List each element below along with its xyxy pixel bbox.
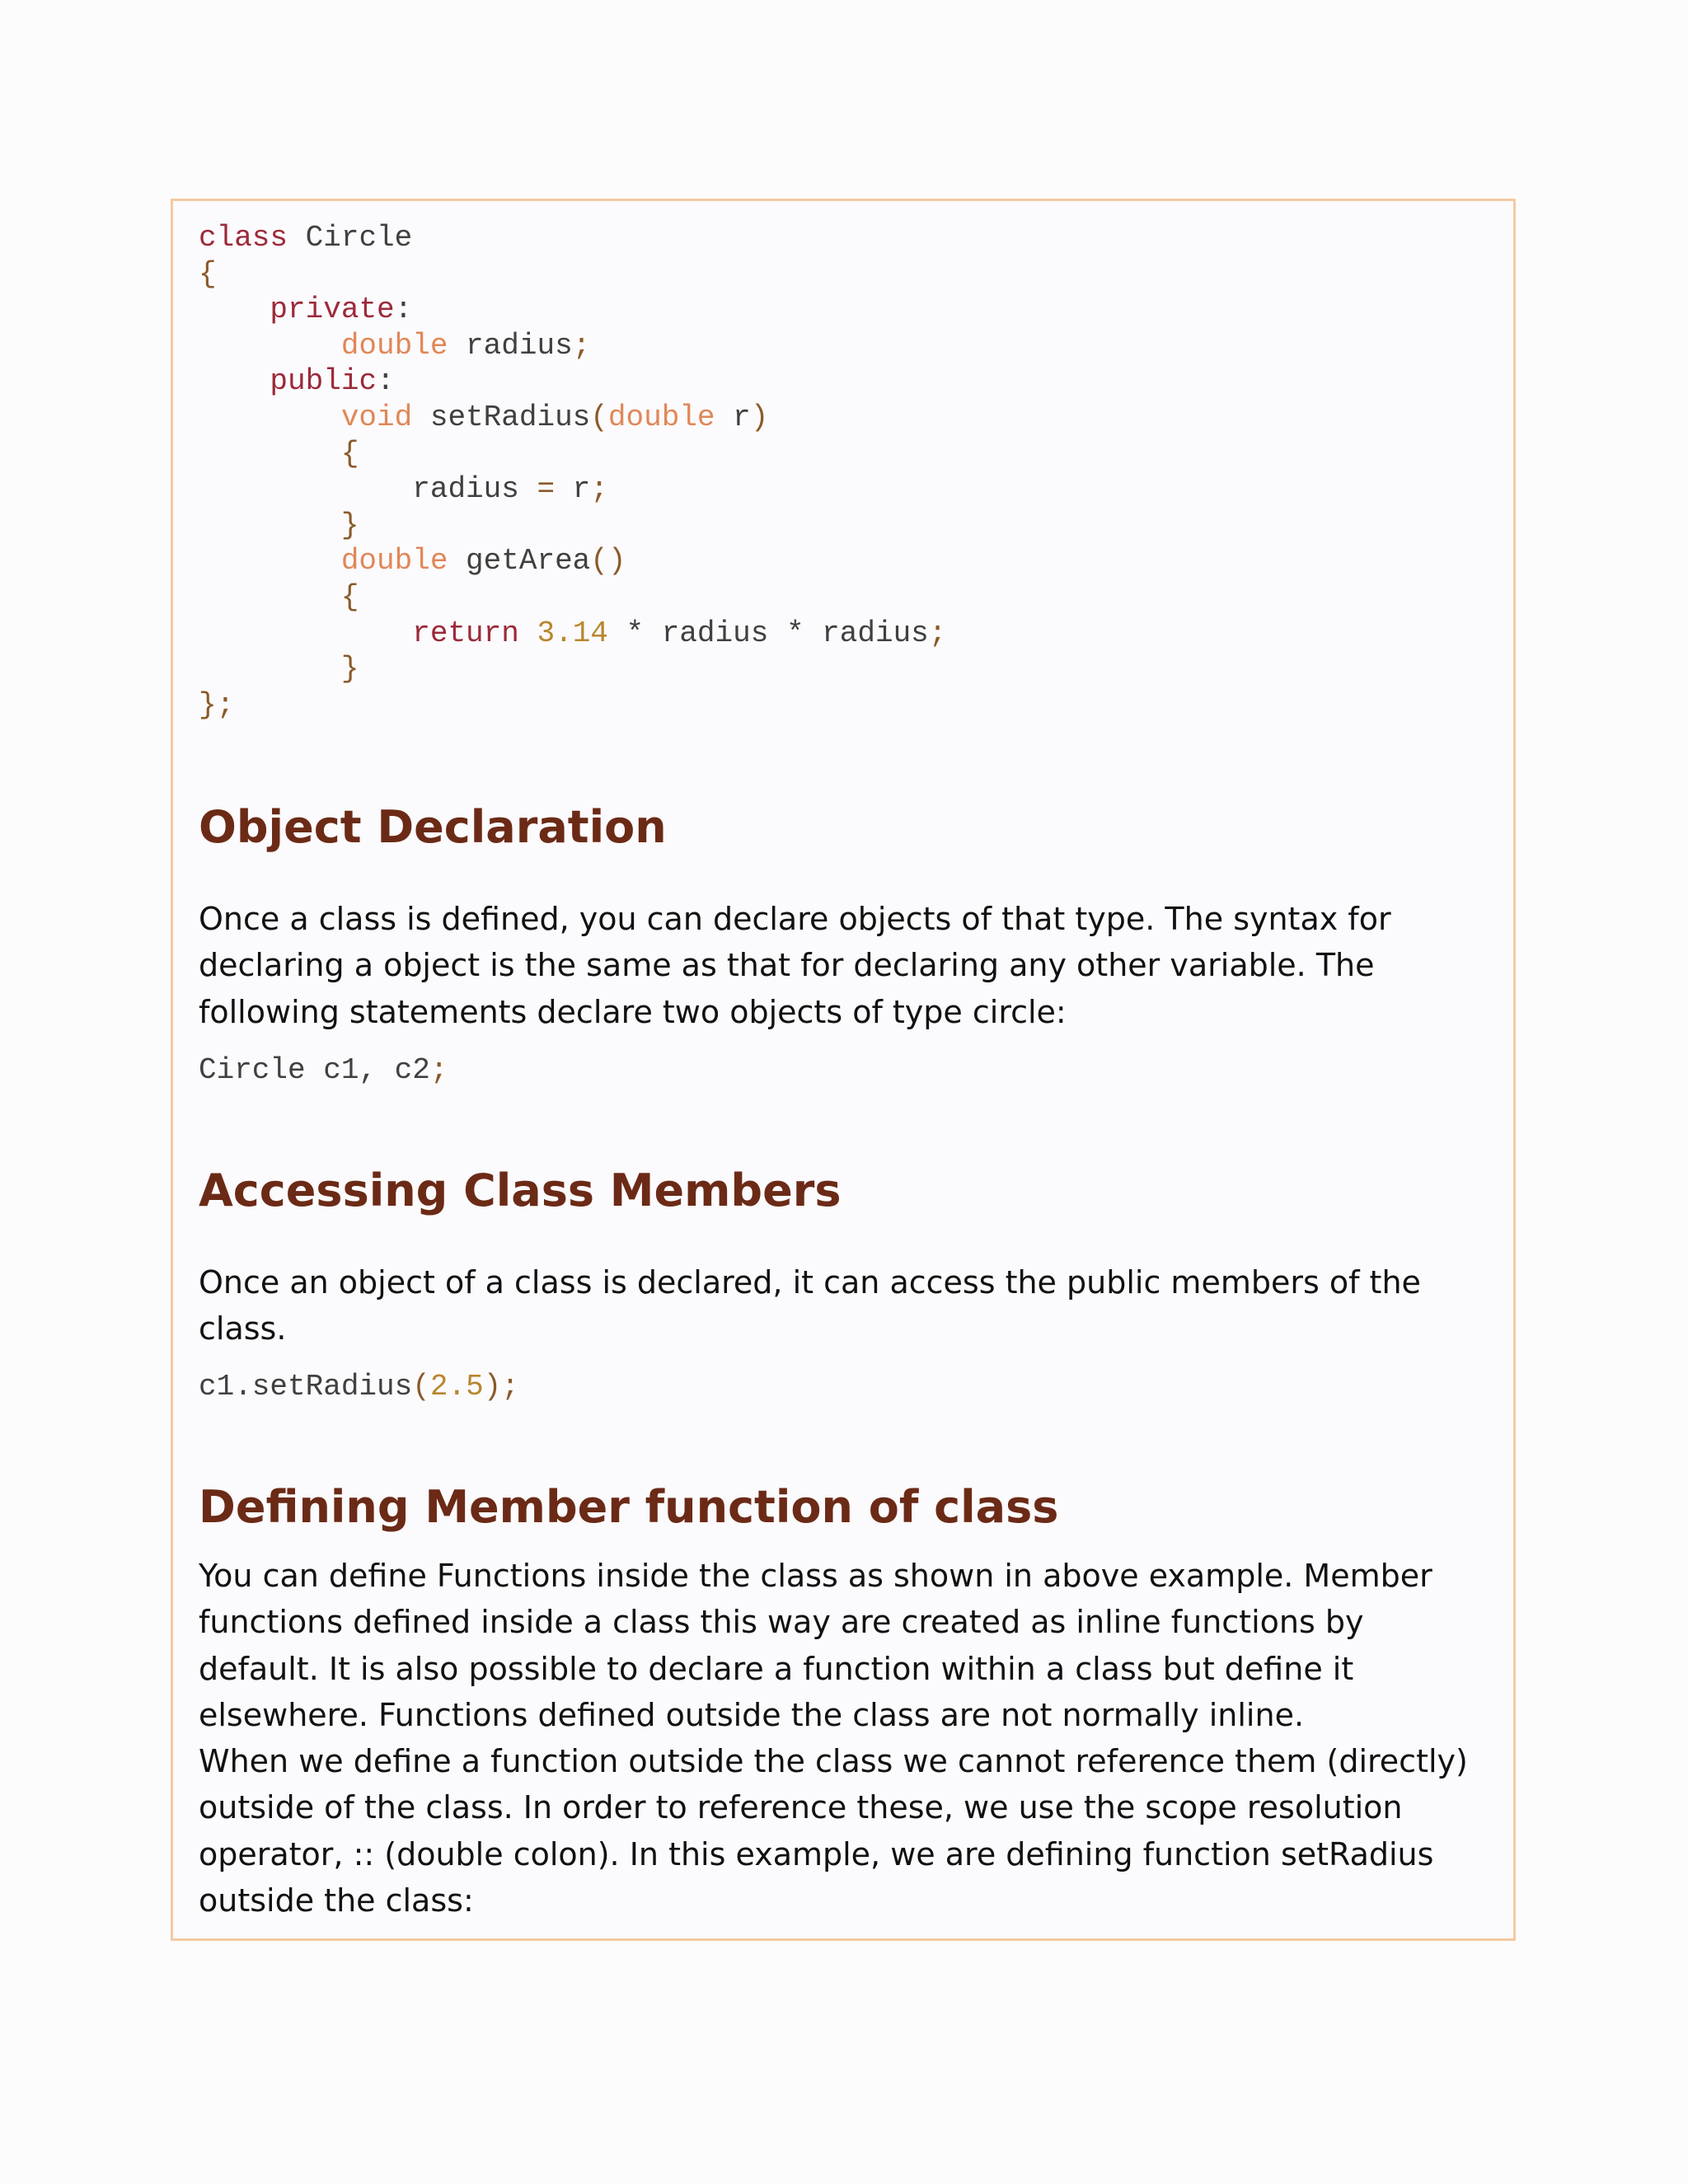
code-token: =	[537, 472, 556, 507]
code-token: ;	[590, 472, 608, 507]
code-token: ;	[429, 1053, 448, 1087]
heading-defining-member-function: Defining Member function of class	[199, 1481, 1059, 1533]
code-token	[199, 437, 341, 471]
code-token: 2.5	[429, 1370, 484, 1404]
code-line	[199, 256, 946, 293]
code-token	[199, 616, 412, 650]
code-line	[199, 471, 946, 508]
code-line	[199, 687, 946, 724]
code-token: public	[270, 364, 377, 399]
code-token: r	[715, 400, 751, 434]
code-line	[199, 543, 946, 579]
code-token: getArea	[448, 544, 591, 579]
code-token: private	[270, 293, 395, 327]
code-token: };	[199, 687, 235, 722]
paragraph-line: You can define Functions inside the class as shown in above example. Member	[199, 1558, 1432, 1594]
code-token	[199, 544, 341, 578]
code-token	[199, 580, 341, 614]
code-line	[199, 292, 946, 328]
class-code-block	[199, 220, 946, 723]
code-token: setRadius	[412, 400, 591, 434]
code-token: radius	[199, 472, 537, 507]
heading-accessing-class-members: Accessing Class Members	[199, 1165, 842, 1216]
code-line	[199, 1369, 519, 1405]
code-line	[199, 220, 946, 256]
code-line	[199, 436, 946, 472]
paragraph-line: Once an object of a class is declared, it can access the public members of the	[199, 1264, 1421, 1301]
paragraph-line: operator, :: (double colon). In this example, we are defining function setRadius	[199, 1835, 1434, 1872]
code-token: {	[199, 256, 217, 291]
paragraph-defining-member-function	[199, 1553, 1501, 1924]
code-token: ;	[928, 616, 947, 650]
code-line	[199, 363, 946, 400]
code-token: void	[340, 400, 413, 434]
paragraph-line: class.	[199, 1310, 287, 1347]
code-token	[199, 293, 270, 326]
code-line	[199, 579, 946, 616]
code-token: Circle	[288, 221, 413, 255]
code-token: {	[340, 579, 359, 614]
code-token: class	[199, 221, 288, 255]
paragraph-line: outside the class:	[199, 1882, 474, 1919]
code-line	[199, 1052, 448, 1089]
object-declaration-code	[199, 1052, 448, 1089]
code-line	[199, 616, 946, 652]
heading-object-declaration: Object Declaration	[199, 801, 667, 853]
paragraph-line: When we define a function outside the class we cannot reference them (directly)	[199, 1743, 1468, 1780]
paragraph-accessing-class-members	[199, 1259, 1501, 1352]
code-token: );	[483, 1370, 519, 1404]
code-token	[199, 329, 341, 363]
accessing-members-code	[199, 1369, 519, 1405]
paragraph-line: Once a class is defined, you can declare objects of that type. The syntax for	[199, 901, 1391, 937]
paragraph-line: outside of the class. In order to reference these, we use the scope resolution	[199, 1789, 1403, 1826]
code-token: ()	[590, 544, 626, 579]
paragraph-line: default. It is also possible to declare a function within a class but define it	[199, 1650, 1354, 1687]
code-token: }	[340, 652, 359, 687]
code-token: double	[340, 544, 448, 579]
code-token	[199, 401, 341, 434]
paragraph-line: elsewhere. Functions defined outside the class are not normally inline.	[199, 1696, 1305, 1733]
code-token: (	[412, 1370, 430, 1404]
code-token	[199, 652, 341, 686]
code-line	[199, 400, 946, 436]
code-token: return	[412, 616, 519, 650]
code-token: double	[340, 328, 448, 363]
code-token	[199, 364, 270, 398]
code-token: c1.setRadius	[199, 1370, 413, 1404]
paragraph-object-declaration	[199, 896, 1501, 1035]
code-token: radius	[448, 328, 573, 363]
paragraph-line: functions defined inside a class this way are created as inline functions by	[199, 1604, 1364, 1641]
code-token: )	[750, 400, 769, 434]
code-token	[199, 509, 341, 542]
code-token: :	[394, 293, 413, 327]
code-token: double	[607, 400, 715, 434]
code-line	[199, 508, 946, 544]
code-token: r	[555, 472, 591, 507]
code-token: (	[590, 400, 608, 434]
code-token	[519, 616, 537, 650]
code-token: 3.14	[537, 616, 608, 650]
paragraph-line: following statements declare two objects of type circle:	[199, 993, 1067, 1030]
paragraph-line: declaring a object is the same as that for declaring any other variable. The	[199, 947, 1375, 984]
code-token: Circle c1, c2	[199, 1053, 430, 1087]
code-token: ;	[572, 328, 591, 363]
code-token: :	[377, 364, 395, 399]
code-token: }	[340, 508, 359, 542]
code-token: * radius * radius	[607, 616, 929, 650]
code-token: {	[340, 436, 359, 471]
code-line	[199, 651, 946, 687]
code-line	[199, 328, 946, 364]
